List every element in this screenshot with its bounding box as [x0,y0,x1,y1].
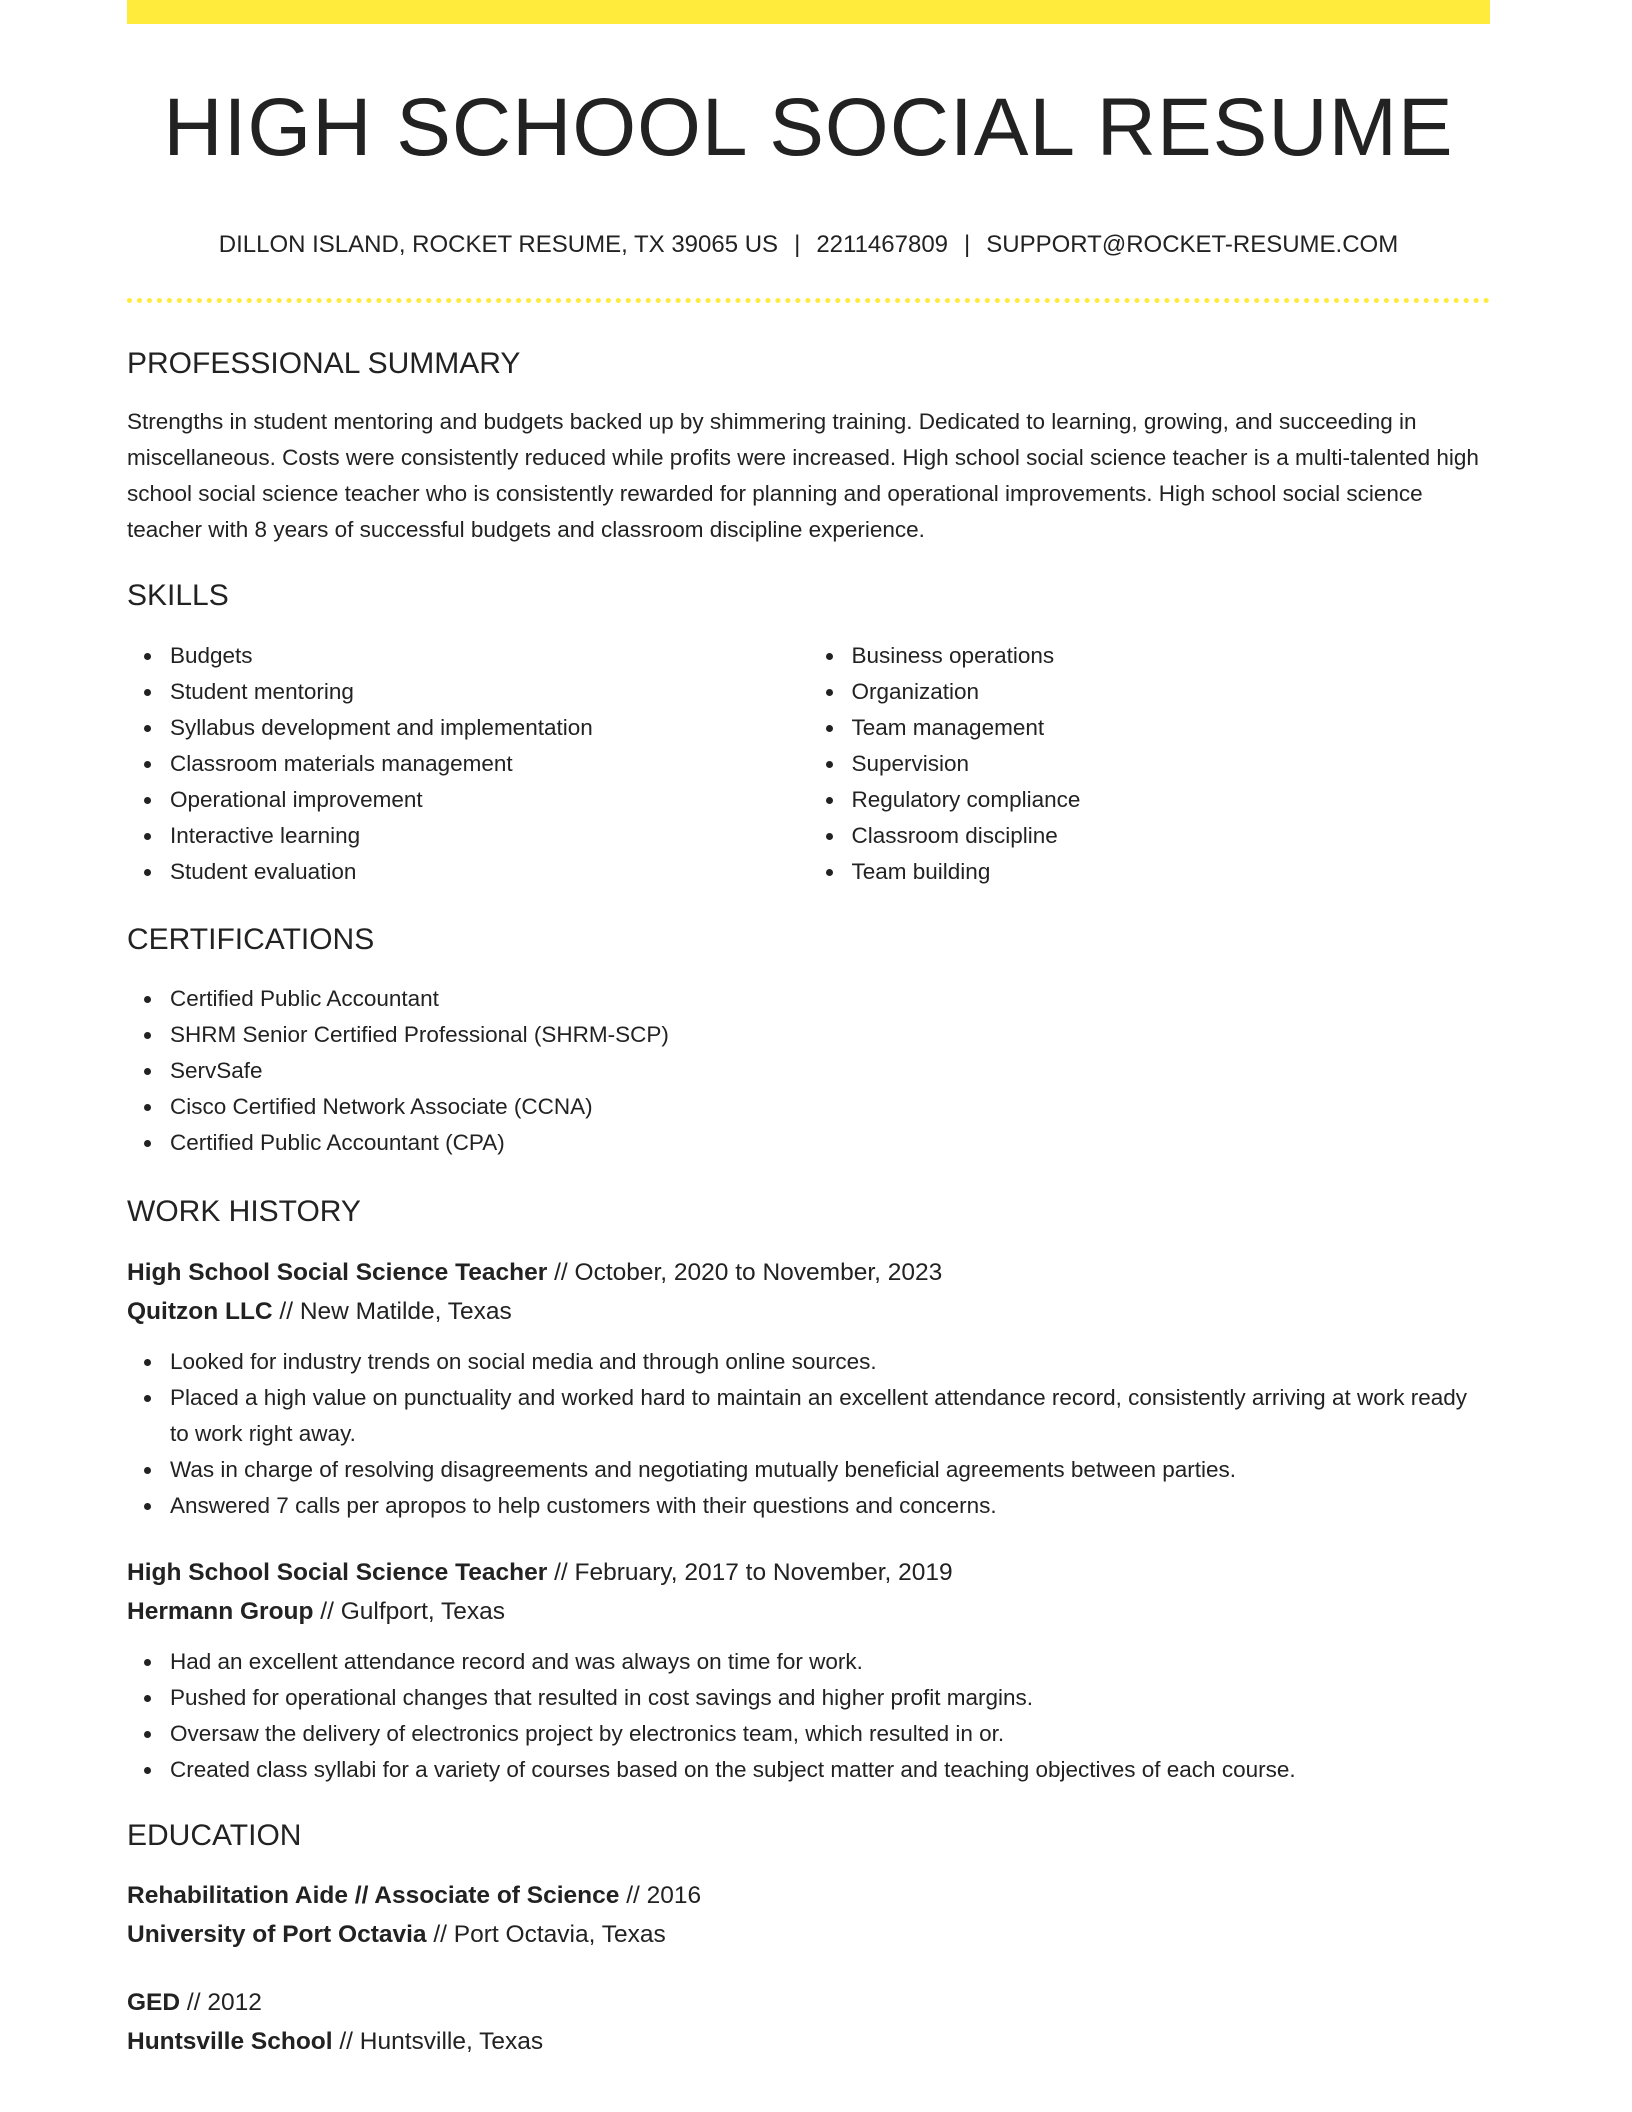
skill-item: Interactive learning [170,818,809,854]
top-accent-bar [127,0,1490,24]
education-degree: Rehabilitation Aide // Associate of Science [127,1882,620,1909]
job-company-line [127,1292,1490,1331]
skill-item: Syllabus development and implementation [170,710,809,746]
certification-item: Certified Public Accountant (CPA) [170,1125,1490,1161]
job-dates: // October, 2020 to November, 2023 [547,1259,943,1286]
job-title: High School Social Science Teacher [127,1259,548,1286]
education-year: // 2012 [180,1989,262,2016]
skill-item: Classroom materials management [170,746,809,782]
summary-text: Strengths in student mentoring and budgets backed up by shimmering training. Dedicated to learning, growing, and succeeding in miscellaneous. Costs were consistently reduced while profits were increased. High school social science teacher is a multi-talented high school social science teacher who is consistently rewarded for planning and operational improvements. High school social science teacher with 8 years of successful budgets and classroom discipline experience. [127,409,1479,542]
skills-heading: SKILLS [127,579,229,612]
contact-email: SUPPORT@ROCKET-RESUME.COM [986,231,1399,258]
education-school: Huntsville School [127,2028,333,2055]
education-degree-line [127,1876,1490,1915]
job-location: // New Matilde, Texas [272,1298,512,1325]
skill-item: Team management [852,710,1491,746]
education-school: University of Port Octavia [127,1921,427,1948]
job-bullet: Answered 7 calls per apropos to help customers with their questions and concerns. [170,1488,1490,1524]
skill-item: Student evaluation [170,854,809,890]
job-title: High School Social Science Teacher [127,1559,548,1586]
contact-separator: | [794,231,801,258]
education-school-line [127,2022,1490,2061]
contact-line [127,233,1490,257]
skill-item: Supervision [852,746,1491,782]
education-year: // 2016 [619,1882,702,1909]
certification-item: Cisco Certified Network Associate (CCNA) [170,1089,1490,1125]
education-degree: GED [127,1989,181,2016]
education-location: // Port Octavia, Texas [426,1921,666,1948]
job-title-line [127,1253,1490,1292]
skill-item: Team building [852,854,1491,890]
education-degree-line [127,1983,1490,2022]
job-bullet: Looked for industry trends on social media and through online sources. [170,1344,1490,1380]
skills-columns [127,638,1490,890]
resume-name: HIGH SCHOOL SOCIAL RESUME [163,82,1454,173]
skill-item: Regulatory compliance [852,782,1491,818]
contact-phone: 2211467809 [816,231,949,258]
certifications-list [127,981,1490,1161]
skill-item: Budgets [170,638,809,674]
job-bullet: Had an excellent attendance record and was always on time for work. [170,1644,1490,1680]
job-bullets [127,1344,1490,1524]
certification-item: SHRM Senior Certified Professional (SHRM-SCP) [170,1017,1490,1053]
skill-item: Business operations [852,638,1491,674]
job-company: Quitzon LLC [127,1298,273,1325]
skill-item: Classroom discipline [852,818,1491,854]
skill-item: Student mentoring [170,674,809,710]
job-bullet: Placed a high value on punctuality and worked hard to maintain an excellent attendance record, consistently arriving at work ready to work right away. [170,1380,1490,1452]
education-location: // Huntsville, Texas [332,2028,544,2055]
skills-right-list [809,638,1491,890]
skill-item: Operational improvement [170,782,809,818]
skills-left-list [127,638,809,890]
certification-item: ServSafe [170,1053,1490,1089]
education-school-line [127,1915,1490,1954]
contact-address: DILLON ISLAND, ROCKET RESUME, TX 39065 US [218,231,779,258]
resume-page [127,0,1490,2061]
job-bullet: Was in charge of resolving disagreements and negotiating mutually beneficial agreements between parties. [170,1452,1490,1488]
job-dates: // February, 2017 to November, 2019 [547,1559,953,1586]
job-bullet: Oversaw the delivery of electronics project by electronics team, which resulted in or. [170,1716,1490,1752]
job-bullets [127,1644,1490,1788]
education-heading: EDUCATION [127,1819,302,1852]
certification-item: Certified Public Accountant [170,981,1490,1017]
job-company-line [127,1592,1490,1631]
job-bullet: Created class syllabi for a variety of courses based on the subject matter and teaching objectives of each course. [170,1752,1490,1788]
certifications-heading: CERTIFICATIONS [127,923,375,956]
job-title-line [127,1553,1490,1592]
summary-heading: PROFESSIONAL SUMMARY [127,347,521,380]
job-bullet: Pushed for operational changes that resulted in cost savings and higher profit margins. [170,1680,1490,1716]
skill-item: Organization [852,674,1491,710]
contact-separator: | [964,231,971,258]
dotted-divider [127,298,1490,303]
work-history-heading: WORK HISTORY [127,1195,361,1228]
job-location: // Gulfport, Texas [313,1598,506,1625]
job-company: Hermann Group [127,1598,314,1625]
